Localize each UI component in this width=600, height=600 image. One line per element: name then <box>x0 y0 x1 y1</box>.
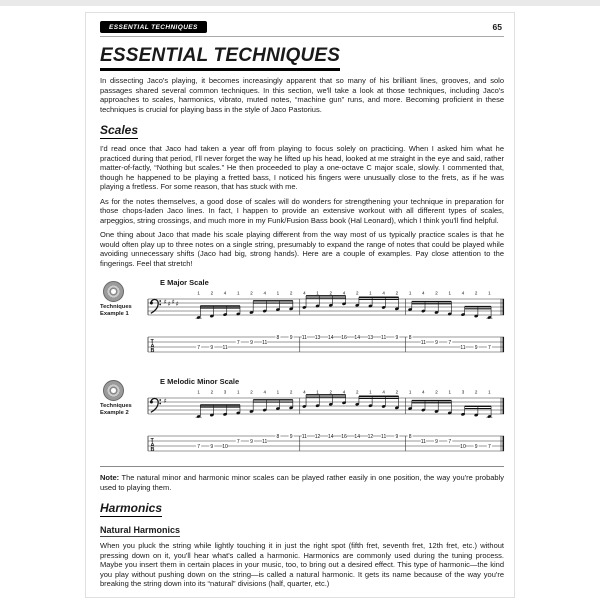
svg-text:7: 7 <box>197 443 200 450</box>
music-example-2 <box>100 377 504 454</box>
svg-text:4: 4 <box>303 290 306 296</box>
scales-paragraph-3: One thing about Jaco that made his scale playing different from the way most of us typically practice scales is that he would often play up to three notes on a single string, presumably to expand the range of notes that could be played while avoiding unnecessary shifts (Jaco had big, strong hands). Here are a couple of examples. Pay close attention to the fingerings. Feel that stretch! <box>100 230 504 268</box>
intro-paragraph: In dissecting Jaco's playing, it becomes increasingly apparent that so many of his brilliant lines, grooves, and solo passages shared several common techniques. In this section, we'll take a look at those techniques, including Jaco's approaches to scales, harmonics, vibrato, muted notes, “machine gun” runs, and more. Becoming proficient in these techniques is crucial for playing bass in the style of Jaco Pastorius. <box>100 76 504 114</box>
svg-text:2: 2 <box>395 389 399 395</box>
svg-text:11: 11 <box>381 334 387 341</box>
svg-text:7: 7 <box>488 344 491 351</box>
svg-text:7: 7 <box>448 339 452 346</box>
svg-text:1: 1 <box>276 290 280 296</box>
svg-text:1: 1 <box>316 389 319 395</box>
example-2-badge <box>100 377 146 454</box>
book-page <box>85 12 515 598</box>
svg-text:2: 2 <box>435 290 438 296</box>
svg-text:14: 14 <box>354 334 360 341</box>
svg-text:2: 2 <box>474 389 478 395</box>
svg-text:1: 1 <box>237 389 240 395</box>
page-number: 65 <box>492 22 502 32</box>
svg-text:9: 9 <box>289 334 293 341</box>
svg-text:13: 13 <box>314 334 321 341</box>
svg-text:11: 11 <box>262 339 268 346</box>
example-1-title: E Major Scale <box>160 278 209 287</box>
svg-text:A: A <box>150 343 155 350</box>
svg-text:4: 4 <box>422 389 425 395</box>
svg-text:9: 9 <box>474 443 478 450</box>
svg-text:4: 4 <box>303 389 306 395</box>
svg-text:1: 1 <box>197 389 200 395</box>
section-heading-scales: Scales <box>100 123 139 137</box>
svg-text:B: B <box>150 348 155 355</box>
svg-text:2: 2 <box>355 389 359 395</box>
svg-text:9: 9 <box>395 433 399 440</box>
harmonics-paragraph-1: When you pluck the string while lightly touching it in just the right spot (fifth fret, seventh fret, 12th fret, etc.) without pressing down on it, you'll hear what's called a harmonic. Harmonics are commonly used during the tuning process. Maybe you insert them in certain places in your music, too, to bring out a desired effect. This type of harmonic—the kind you play without pushing down on the string—is called a natural harmonic. It gets its name because of the way you're breaking the string down into its “natural” divisions (half, quarter, etc.) <box>100 541 504 588</box>
section-heading-harmonics: Harmonics <box>100 501 163 515</box>
svg-text:14: 14 <box>328 433 334 440</box>
scan-edge-top <box>0 0 600 6</box>
svg-text:T: T <box>150 437 154 444</box>
cd-icon <box>103 380 124 401</box>
svg-text:14: 14 <box>328 334 334 341</box>
svg-text:T: T <box>150 338 154 345</box>
svg-text:2: 2 <box>355 290 359 296</box>
cd-icon <box>103 281 124 302</box>
svg-text:4: 4 <box>342 290 346 296</box>
svg-text:♯: ♯ <box>167 300 171 308</box>
svg-text:9: 9 <box>250 339 253 346</box>
notation-staff-example-2 <box>146 388 506 454</box>
svg-text:4: 4 <box>382 389 385 395</box>
svg-text:8: 8 <box>276 433 280 440</box>
example-badge-line1: Techniques <box>100 304 132 310</box>
svg-text:2: 2 <box>289 389 293 395</box>
svg-text:4: 4 <box>223 290 227 296</box>
svg-text:3: 3 <box>461 389 465 395</box>
example-1-badge <box>100 278 146 355</box>
svg-text:2: 2 <box>329 389 333 395</box>
svg-text:2: 2 <box>289 290 293 296</box>
svg-text:7: 7 <box>488 443 491 450</box>
svg-text:11: 11 <box>381 433 387 440</box>
svg-text:16: 16 <box>341 433 347 440</box>
svg-text:1: 1 <box>197 290 200 296</box>
svg-text:1: 1 <box>408 389 412 395</box>
svg-text:13: 13 <box>367 334 374 341</box>
example-2-notation-area <box>146 377 504 454</box>
svg-text:♯: ♯ <box>175 300 179 308</box>
svg-text:10: 10 <box>222 443 228 450</box>
notation-staff-example-1 <box>146 289 506 355</box>
svg-text:12: 12 <box>367 433 374 440</box>
svg-text:♯: ♯ <box>163 397 167 405</box>
subheading-natural-harmonics: Natural Harmonics <box>100 525 181 535</box>
svg-text:7: 7 <box>236 339 240 346</box>
svg-text:9: 9 <box>250 438 253 445</box>
svg-text:9: 9 <box>435 339 438 346</box>
svg-text:4: 4 <box>382 290 385 296</box>
page-header <box>100 21 504 33</box>
svg-text:1: 1 <box>408 290 412 296</box>
svg-text:9: 9 <box>210 443 214 450</box>
example-badge-line2: Example 1 <box>100 311 129 317</box>
svg-text:4: 4 <box>422 290 425 296</box>
svg-text:4: 4 <box>461 290 465 296</box>
svg-text:B: B <box>150 447 155 454</box>
svg-text:4: 4 <box>263 290 266 296</box>
svg-text:11: 11 <box>420 438 426 445</box>
svg-text:4: 4 <box>263 389 266 395</box>
svg-text:8: 8 <box>408 334 412 341</box>
svg-text:1: 1 <box>276 389 280 395</box>
svg-text:1: 1 <box>488 290 491 296</box>
svg-text:2: 2 <box>210 389 214 395</box>
svg-text:7: 7 <box>448 438 452 445</box>
svg-text:4: 4 <box>342 389 346 395</box>
svg-text:12: 12 <box>314 433 321 440</box>
svg-text:♯: ♯ <box>163 298 167 306</box>
example-1-notation-area <box>146 278 504 355</box>
svg-text:11: 11 <box>460 344 466 351</box>
svg-text:A: A <box>150 442 155 449</box>
scales-paragraph-2: As for the notes themselves, a good dose of scales will do wonders for strengthening your technique in preparation for those chops-laden Jaco lines. In fact, I happen to provide an extensive workout with all different types of scales, arpeggios, string crossings, and much more in my Funk/Fusion Bass book (Hal Leonard), which I think you'll find helpful. <box>100 196 504 225</box>
svg-text:7: 7 <box>197 344 200 351</box>
svg-text:2: 2 <box>395 290 399 296</box>
example-2-title: E Melodic Minor Scale <box>160 377 240 386</box>
scales-paragraph-1: I'd read once that Jaco had taken a year off from playing to focus solely on practicing. When I asked him what he practiced during that period, I'll never forget the way he lifted up his head, looked at me straight in the eye and said, rather matter-of-factly, “Nothing but scales.” He then proceeded to play a one-octave C major scale, slowly. I commented that, though he happened to be playing a fretted bass, I noticed his fingers were unusually close to the frets, as if he was playing a fretless. For some reason, that has stuck with me. <box>100 144 504 191</box>
svg-text:2: 2 <box>474 290 478 296</box>
svg-text:9: 9 <box>289 433 293 440</box>
svg-text:1: 1 <box>237 290 240 296</box>
svg-text:1: 1 <box>448 389 451 395</box>
svg-text:1: 1 <box>316 290 319 296</box>
example-badge-line1: Techniques <box>100 403 132 409</box>
note-divider-rule <box>100 466 504 467</box>
svg-text:3: 3 <box>223 389 227 395</box>
example-badge-line2: Example 2 <box>100 410 129 416</box>
svg-text:16: 16 <box>341 334 347 341</box>
svg-text:11: 11 <box>222 344 228 351</box>
svg-text:11: 11 <box>301 433 307 440</box>
svg-text:1: 1 <box>369 290 372 296</box>
svg-text:2: 2 <box>329 290 333 296</box>
header-rule <box>100 36 504 37</box>
svg-text:1: 1 <box>488 389 491 395</box>
svg-text:2: 2 <box>435 389 438 395</box>
svg-text:2: 2 <box>250 389 253 395</box>
svg-text:8: 8 <box>408 433 412 440</box>
svg-text:7: 7 <box>236 438 240 445</box>
svg-text:8: 8 <box>276 334 280 341</box>
svg-text:9: 9 <box>435 438 438 445</box>
note-label: Note: <box>100 473 120 482</box>
header-section-label: ESSENTIAL TECHNIQUES <box>100 21 207 33</box>
svg-text:9: 9 <box>474 344 478 351</box>
svg-text:2: 2 <box>250 290 253 296</box>
svg-text:9: 9 <box>210 344 214 351</box>
svg-text:14: 14 <box>354 433 360 440</box>
svg-text:10: 10 <box>460 443 466 450</box>
svg-text:9: 9 <box>395 334 399 341</box>
svg-text:♯: ♯ <box>171 298 175 306</box>
page-title: ESSENTIAL TECHNIQUES <box>100 45 340 71</box>
music-example-1 <box>100 278 504 355</box>
svg-text:11: 11 <box>301 334 307 341</box>
svg-text:11: 11 <box>262 438 268 445</box>
note-text: The natural minor and harmonic minor scales can be played rather easily in one position, the way you're probably used to playing them. <box>100 473 504 492</box>
svg-text:1: 1 <box>369 389 372 395</box>
svg-text:1: 1 <box>448 290 451 296</box>
note-paragraph <box>100 473 504 492</box>
svg-text:11: 11 <box>420 339 426 346</box>
svg-text:2: 2 <box>210 290 214 296</box>
